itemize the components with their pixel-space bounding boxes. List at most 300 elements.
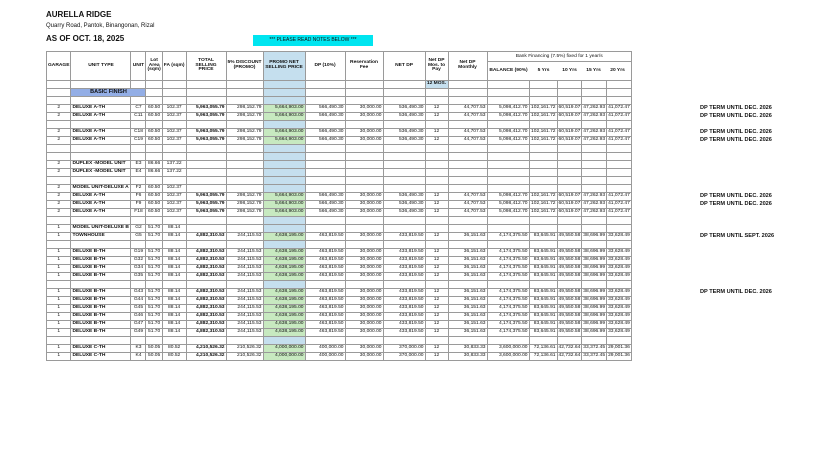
- cell-garage: [47, 281, 71, 289]
- cell-net-dp: 536,490.30: [383, 113, 425, 121]
- cell-discount: 298,152.79: [226, 201, 263, 209]
- cell-5yrs: [529, 97, 557, 105]
- cell-garage: 2: [47, 105, 71, 113]
- cell-unit: [131, 217, 146, 225]
- cell-20yrs: 33,628.49: [607, 257, 632, 265]
- col-15yrs: 15 Yrs: [586, 67, 601, 73]
- cell-15yrs: [582, 217, 607, 225]
- cell-20yrs: [607, 225, 632, 233]
- cell-dp: [305, 225, 345, 233]
- cell-10yrs: 49,550.58: [557, 265, 582, 273]
- table-row: [47, 249, 632, 257]
- cell-10yrs: 60,519.07: [557, 137, 582, 145]
- cell-total-selling-price: [186, 177, 226, 185]
- cell-20yrs: 41,072.47: [607, 137, 632, 145]
- cell-dp: 566,490.30: [305, 129, 345, 137]
- cell-15yrs: [582, 145, 607, 153]
- project-address: Quarry Road, Pantok, Binangonan, Rizal: [46, 23, 155, 29]
- cell-monthly: [448, 145, 487, 153]
- cell-unit-type: DELUXE A-TH: [71, 193, 131, 201]
- cell-balance: 5,098,412.70: [487, 137, 529, 145]
- cell-total-selling-price: 5,963,055.79: [186, 129, 226, 137]
- cell-garage: 1: [47, 329, 71, 337]
- cell-unit: [131, 281, 146, 289]
- cell-10yrs: [557, 161, 582, 169]
- cell-garage: [47, 153, 71, 161]
- cell-fa: 88.14: [162, 233, 186, 241]
- cell-months: 12: [425, 209, 448, 217]
- cell-20yrs: [607, 241, 632, 249]
- cell-reservation-fee: 30,000.00: [345, 193, 383, 201]
- cell-monthly: 44,707.53: [448, 193, 487, 201]
- cell-reservation-fee: 30,000.00: [345, 353, 383, 361]
- cell-fa: 137.22: [162, 161, 186, 169]
- cell-20yrs: [607, 185, 632, 193]
- cell-unit-type: DELUXE A-TH: [71, 113, 131, 121]
- cell-5yrs: [529, 225, 557, 233]
- cell-balance: 5,098,412.70: [487, 201, 529, 209]
- blank-row: [47, 153, 632, 161]
- dp-term-note: DP TERM UNTIL DEC. 2026: [700, 113, 772, 119]
- cell-dp: 463,819.50: [305, 289, 345, 297]
- col-garage: GARAGE: [47, 52, 71, 81]
- cell-unit-type: DELUXE B-TH: [71, 297, 131, 305]
- cell-5yrs: [529, 281, 557, 289]
- cell-20yrs: 33,628.49: [607, 305, 632, 313]
- cell-15yrs: 38,696.99: [582, 257, 607, 265]
- cell-reservation-fee: 30,000.00: [345, 313, 383, 321]
- cell-reservation-fee: 30,000.00: [345, 105, 383, 113]
- cell-months: [425, 169, 448, 177]
- cell-5yrs: [529, 145, 557, 153]
- cell-15yrs: 47,262.93: [582, 201, 607, 209]
- cell-fa: 88.14: [162, 305, 186, 313]
- twelve-months-label: 12 MOS.: [425, 81, 448, 89]
- cell-promo-price: [263, 177, 305, 185]
- cell-balance: 4,174,375.50: [487, 313, 529, 321]
- cell-discount: 244,115.53: [226, 289, 263, 297]
- cell-5yrs: 83,645.91: [529, 233, 557, 241]
- table-row: [47, 289, 632, 297]
- cell-months: 12: [425, 257, 448, 265]
- cell-total-selling-price: [186, 337, 226, 345]
- cell-15yrs: 47,262.93: [582, 113, 607, 121]
- cell-reservation-fee: [345, 161, 383, 169]
- cell-garage: 2: [47, 185, 71, 193]
- cell-promo-price: 4,000,000.00: [263, 345, 305, 353]
- cell-15yrs: 38,696.99: [582, 297, 607, 305]
- cell-5yrs: [529, 241, 557, 249]
- cell-5yrs: 72,136.61: [529, 345, 557, 353]
- cell-garage: [47, 121, 71, 129]
- cell-months: [425, 281, 448, 289]
- cell-unit: K4: [131, 353, 146, 361]
- blank-row: [47, 281, 632, 289]
- cell-unit: G49: [131, 329, 146, 337]
- cell-garage: 1: [47, 273, 71, 281]
- cell-unit-type: MODEL UNIT-DELUXE B: [71, 225, 131, 233]
- cell-reservation-fee: 30,000.00: [345, 289, 383, 297]
- cell-balance: [487, 145, 529, 153]
- cell-discount: 244,115.53: [226, 273, 263, 281]
- cell-fa: 88.14: [162, 257, 186, 265]
- bank-financing-label: Bank Financing (7.5%) fixed for 1 year/s: [488, 52, 631, 62]
- cell-monthly: [448, 241, 487, 249]
- cell-20yrs: [607, 97, 632, 105]
- cell-total-selling-price: 5,963,055.79: [186, 137, 226, 145]
- cell-garage: 1: [47, 233, 71, 241]
- cell-10yrs: [557, 169, 582, 177]
- cell-lot-area: 51.70: [146, 225, 162, 233]
- cell-monthly: 44,707.53: [448, 105, 487, 113]
- cell-unit-type: DELUXE B-TH: [71, 249, 131, 257]
- cell-net-dp: [383, 177, 425, 185]
- cell-balance: 5,098,412.70: [487, 105, 529, 113]
- cell-promo-price: [263, 281, 305, 289]
- cell-5yrs: 83,645.91: [529, 329, 557, 337]
- cell-lot-area: 51.70: [146, 297, 162, 305]
- cell-total-selling-price: 4,882,310.53: [186, 289, 226, 297]
- cell-unit-type: DELUXE B-TH: [71, 265, 131, 273]
- cell-net-dp: 536,490.30: [383, 201, 425, 209]
- cell-reservation-fee: [345, 177, 383, 185]
- cell-fa: [162, 97, 186, 105]
- cell-dp: 463,819.50: [305, 321, 345, 329]
- cell-20yrs: [607, 169, 632, 177]
- cell-total-selling-price: [186, 217, 226, 225]
- cell-net-dp: 433,819.50: [383, 329, 425, 337]
- cell-discount: 298,152.79: [226, 209, 263, 217]
- cell-discount: 298,152.79: [226, 129, 263, 137]
- cell-promo-price: 4,638,195.00: [263, 257, 305, 265]
- cell-20yrs: 33,628.49: [607, 265, 632, 273]
- cell-lot-area: 50.05: [146, 345, 162, 353]
- cell-lot-area: [146, 281, 162, 289]
- cell-discount: 244,115.53: [226, 233, 263, 241]
- cell-lot-area: [146, 241, 162, 249]
- cell-10yrs: [557, 145, 582, 153]
- cell-10yrs: [557, 153, 582, 161]
- cell-5yrs: [529, 153, 557, 161]
- cell-monthly: 44,707.53: [448, 209, 487, 217]
- cell-balance: 4,174,375.50: [487, 233, 529, 241]
- cell-fa: [162, 337, 186, 345]
- cell-20yrs: [607, 121, 632, 129]
- cell-lot-area: 51.70: [146, 289, 162, 297]
- cell-net-dp: 536,490.30: [383, 129, 425, 137]
- cell-balance: 4,174,375.50: [487, 305, 529, 313]
- cell-net-dp: 433,819.50: [383, 233, 425, 241]
- table-row: [47, 185, 632, 193]
- cell-garage: [47, 217, 71, 225]
- col-5yrs: 5 Yrs: [537, 67, 550, 73]
- cell-5yrs: 102,161.72: [529, 137, 557, 145]
- cell-promo-price: 4,638,195.00: [263, 289, 305, 297]
- table-row: [47, 305, 632, 313]
- cell-total-selling-price: 4,210,526.32: [186, 345, 226, 353]
- cell-net-dp: 536,490.30: [383, 137, 425, 145]
- cell-promo-price: 4,638,195.00: [263, 305, 305, 313]
- cell-net-dp: [383, 185, 425, 193]
- cell-unit: F6: [131, 193, 146, 201]
- col-tsp: TOTAL SELLING PRICE: [186, 52, 226, 81]
- header-row: [47, 52, 632, 81]
- cell-reservation-fee: [345, 169, 383, 177]
- cell-5yrs: 83,645.91: [529, 305, 557, 313]
- table-row: [47, 161, 632, 169]
- cell-fa: 88.14: [162, 225, 186, 233]
- table-row: [47, 353, 632, 361]
- cell-15yrs: 38,696.99: [582, 313, 607, 321]
- cell-balance: [487, 225, 529, 233]
- cell-5yrs: [529, 121, 557, 129]
- blank-row: [47, 121, 632, 129]
- section-basic-finish: BASIC FINISH: [71, 89, 146, 97]
- cell-reservation-fee: 30,000.00: [345, 321, 383, 329]
- cell-fa: [162, 177, 186, 185]
- cell-20yrs: [607, 153, 632, 161]
- cell-lot-area: 51.70: [146, 329, 162, 337]
- cell-garage: [47, 97, 71, 105]
- cell-total-selling-price: [186, 153, 226, 161]
- cell-promo-price: 4,000,000.00: [263, 353, 305, 361]
- cell-reservation-fee: [345, 241, 383, 249]
- cell-months: [425, 121, 448, 129]
- cell-reservation-fee: 30,000.00: [345, 113, 383, 121]
- cell-lot-area: 86.66: [146, 169, 162, 177]
- cell-months: 12: [425, 113, 448, 121]
- cell-unit: C18: [131, 129, 146, 137]
- cell-unit-type: [71, 241, 131, 249]
- cell-reservation-fee: [345, 121, 383, 129]
- cell-lot-area: 60.50: [146, 129, 162, 137]
- cell-net-dp: 433,819.50: [383, 273, 425, 281]
- cell-months: 12: [425, 193, 448, 201]
- dp-term-note: DP TERM UNTIL DEC. 2026: [700, 129, 772, 135]
- cell-unit: G5: [131, 233, 146, 241]
- cell-5yrs: 102,161.72: [529, 209, 557, 217]
- cell-months: [425, 145, 448, 153]
- cell-garage: 2: [47, 193, 71, 201]
- cell-10yrs: [557, 281, 582, 289]
- cell-dp: 566,490.30: [305, 209, 345, 217]
- cell-15yrs: [582, 185, 607, 193]
- col-unit: UNIT: [131, 52, 146, 81]
- cell-fa: 80.52: [162, 353, 186, 361]
- cell-monthly: 30,833.33: [448, 345, 487, 353]
- cell-garage: 2: [47, 161, 71, 169]
- project-title: AURELLA RIDGE: [46, 10, 112, 19]
- cell-dp: 566,490.30: [305, 201, 345, 209]
- cell-promo-price: [263, 97, 305, 105]
- cell-10yrs: 60,519.07: [557, 209, 582, 217]
- cell-promo-price: [263, 337, 305, 345]
- cell-balance: 4,174,375.50: [487, 265, 529, 273]
- cell-months: 12: [425, 313, 448, 321]
- cell-monthly: 30,833.33: [448, 353, 487, 361]
- cell-total-selling-price: 4,210,526.32: [186, 353, 226, 361]
- cell-total-selling-price: 5,963,055.79: [186, 193, 226, 201]
- cell-10yrs: [557, 241, 582, 249]
- cell-15yrs: 47,262.93: [582, 137, 607, 145]
- cell-5yrs: 83,645.91: [529, 273, 557, 281]
- cell-promo-price: [263, 217, 305, 225]
- cell-reservation-fee: 30,000.00: [345, 209, 383, 217]
- cell-fa: 102.37: [162, 201, 186, 209]
- table-row: [47, 233, 632, 241]
- col-balance: BALANCE (90%): [489, 67, 528, 73]
- cell-monthly: [448, 281, 487, 289]
- cell-balance: 4,174,375.50: [487, 249, 529, 257]
- cell-net-dp: [383, 241, 425, 249]
- cell-monthly: [448, 177, 487, 185]
- cell-months: [425, 161, 448, 169]
- cell-15yrs: 38,696.99: [582, 321, 607, 329]
- cell-reservation-fee: 30,000.00: [345, 129, 383, 137]
- cell-unit-type: DELUXE A-TH: [71, 209, 131, 217]
- cell-10yrs: [557, 121, 582, 129]
- cell-5yrs: 83,645.91: [529, 297, 557, 305]
- cell-garage: 1: [47, 289, 71, 297]
- cell-10yrs: 49,550.58: [557, 249, 582, 257]
- cell-dp: 566,490.30: [305, 105, 345, 113]
- cell-20yrs: 29,001.36: [607, 345, 632, 353]
- cell-balance: [487, 281, 529, 289]
- cell-20yrs: [607, 281, 632, 289]
- cell-10yrs: 60,519.07: [557, 129, 582, 137]
- cell-discount: [226, 153, 263, 161]
- cell-20yrs: 33,628.49: [607, 249, 632, 257]
- cell-reservation-fee: 30,000.00: [345, 345, 383, 353]
- cell-20yrs: 41,072.47: [607, 105, 632, 113]
- cell-balance: 3,600,000.00: [487, 345, 529, 353]
- col-reservation: Reservation Fee: [345, 52, 383, 81]
- cell-discount: [226, 217, 263, 225]
- cell-net-dp: [383, 337, 425, 345]
- table-row: [47, 265, 632, 273]
- cell-monthly: [448, 225, 487, 233]
- cell-5yrs: 72,136.61: [529, 353, 557, 361]
- cell-net-dp: 370,000.00: [383, 345, 425, 353]
- cell-net-dp: 433,819.50: [383, 249, 425, 257]
- cell-fa: 88.14: [162, 289, 186, 297]
- cell-unit-type: [71, 121, 131, 129]
- cell-10yrs: 60,519.07: [557, 113, 582, 121]
- dp-term-note: DP TERM UNTIL SEPT. 2026: [700, 233, 775, 239]
- cell-garage: 2: [47, 209, 71, 217]
- cell-15yrs: 38,696.99: [582, 305, 607, 313]
- cell-discount: 298,152.79: [226, 193, 263, 201]
- cell-20yrs: 33,628.49: [607, 273, 632, 281]
- cell-dp: 400,000.00: [305, 353, 345, 361]
- cell-discount: [226, 225, 263, 233]
- cell-garage: 2: [47, 201, 71, 209]
- cell-15yrs: 38,696.99: [582, 233, 607, 241]
- cell-unit-type: DELUXE A-TH: [71, 129, 131, 137]
- cell-reservation-fee: [345, 145, 383, 153]
- cell-total-selling-price: 5,963,055.79: [186, 105, 226, 113]
- cell-garage: [47, 177, 71, 185]
- cell-10yrs: [557, 177, 582, 185]
- cell-garage: 1: [47, 313, 71, 321]
- table-row: [47, 225, 632, 233]
- cell-balance: 5,098,412.70: [487, 113, 529, 121]
- cell-months: 12: [425, 129, 448, 137]
- cell-5yrs: 102,161.72: [529, 105, 557, 113]
- cell-20yrs: 41,072.47: [607, 209, 632, 217]
- cell-fa: [162, 153, 186, 161]
- cell-garage: 1: [47, 249, 71, 257]
- cell-15yrs: [582, 177, 607, 185]
- cell-lot-area: 51.70: [146, 305, 162, 313]
- cell-months: 12: [425, 265, 448, 273]
- cell-net-dp: 536,490.30: [383, 105, 425, 113]
- table-row: [47, 321, 632, 329]
- cell-monthly: 36,151.63: [448, 257, 487, 265]
- section-row: [47, 89, 632, 97]
- cell-unit-type: DELUXE B-TH: [71, 273, 131, 281]
- cell-fa: 102.37: [162, 129, 186, 137]
- cell-10yrs: 60,519.07: [557, 105, 582, 113]
- cell-balance: 4,174,375.50: [487, 257, 529, 265]
- cell-monthly: [448, 161, 487, 169]
- cell-10yrs: 42,732.64: [557, 353, 582, 361]
- cell-dp: 463,819.50: [305, 249, 345, 257]
- cell-dp: [305, 281, 345, 289]
- table-row: [47, 169, 632, 177]
- cell-months: 12: [425, 289, 448, 297]
- cell-total-selling-price: 4,882,310.53: [186, 249, 226, 257]
- cell-balance: 4,174,375.50: [487, 297, 529, 305]
- cell-balance: 4,174,375.50: [487, 289, 529, 297]
- cell-fa: [162, 217, 186, 225]
- cell-promo-price: [263, 121, 305, 129]
- cell-20yrs: 41,072.47: [607, 129, 632, 137]
- cell-lot-area: [146, 97, 162, 105]
- col-discount: 5% DISCOUNT (PROMO): [226, 52, 263, 81]
- cell-monthly: 36,151.63: [448, 289, 487, 297]
- cell-10yrs: 49,550.58: [557, 257, 582, 265]
- cell-10yrs: 49,550.58: [557, 329, 582, 337]
- cell-discount: [226, 97, 263, 105]
- cell-monthly: [448, 217, 487, 225]
- cell-dp: 463,819.50: [305, 257, 345, 265]
- cell-5yrs: [529, 161, 557, 169]
- cell-dp: 463,819.50: [305, 233, 345, 241]
- cell-lot-area: 60.50: [146, 185, 162, 193]
- cell-dp: 463,819.50: [305, 329, 345, 337]
- cell-months: [425, 185, 448, 193]
- cell-dp: [305, 217, 345, 225]
- cell-total-selling-price: 4,882,310.53: [186, 321, 226, 329]
- cell-promo-price: [263, 145, 305, 153]
- cell-garage: 1: [47, 225, 71, 233]
- cell-20yrs: [607, 337, 632, 345]
- cell-discount: 210,526.32: [226, 353, 263, 361]
- cell-fa: [162, 121, 186, 129]
- cell-garage: 1: [47, 297, 71, 305]
- cell-dp: 566,490.30: [305, 193, 345, 201]
- cell-garage: 2: [47, 129, 71, 137]
- cell-reservation-fee: 30,000.00: [345, 249, 383, 257]
- cell-unit: G2: [131, 225, 146, 233]
- cell-fa: 88.14: [162, 265, 186, 273]
- cell-total-selling-price: [186, 169, 226, 177]
- cell-monthly: [448, 153, 487, 161]
- cell-dp: [305, 153, 345, 161]
- cell-5yrs: [529, 185, 557, 193]
- cell-unit-type: DELUXE C-TH: [71, 345, 131, 353]
